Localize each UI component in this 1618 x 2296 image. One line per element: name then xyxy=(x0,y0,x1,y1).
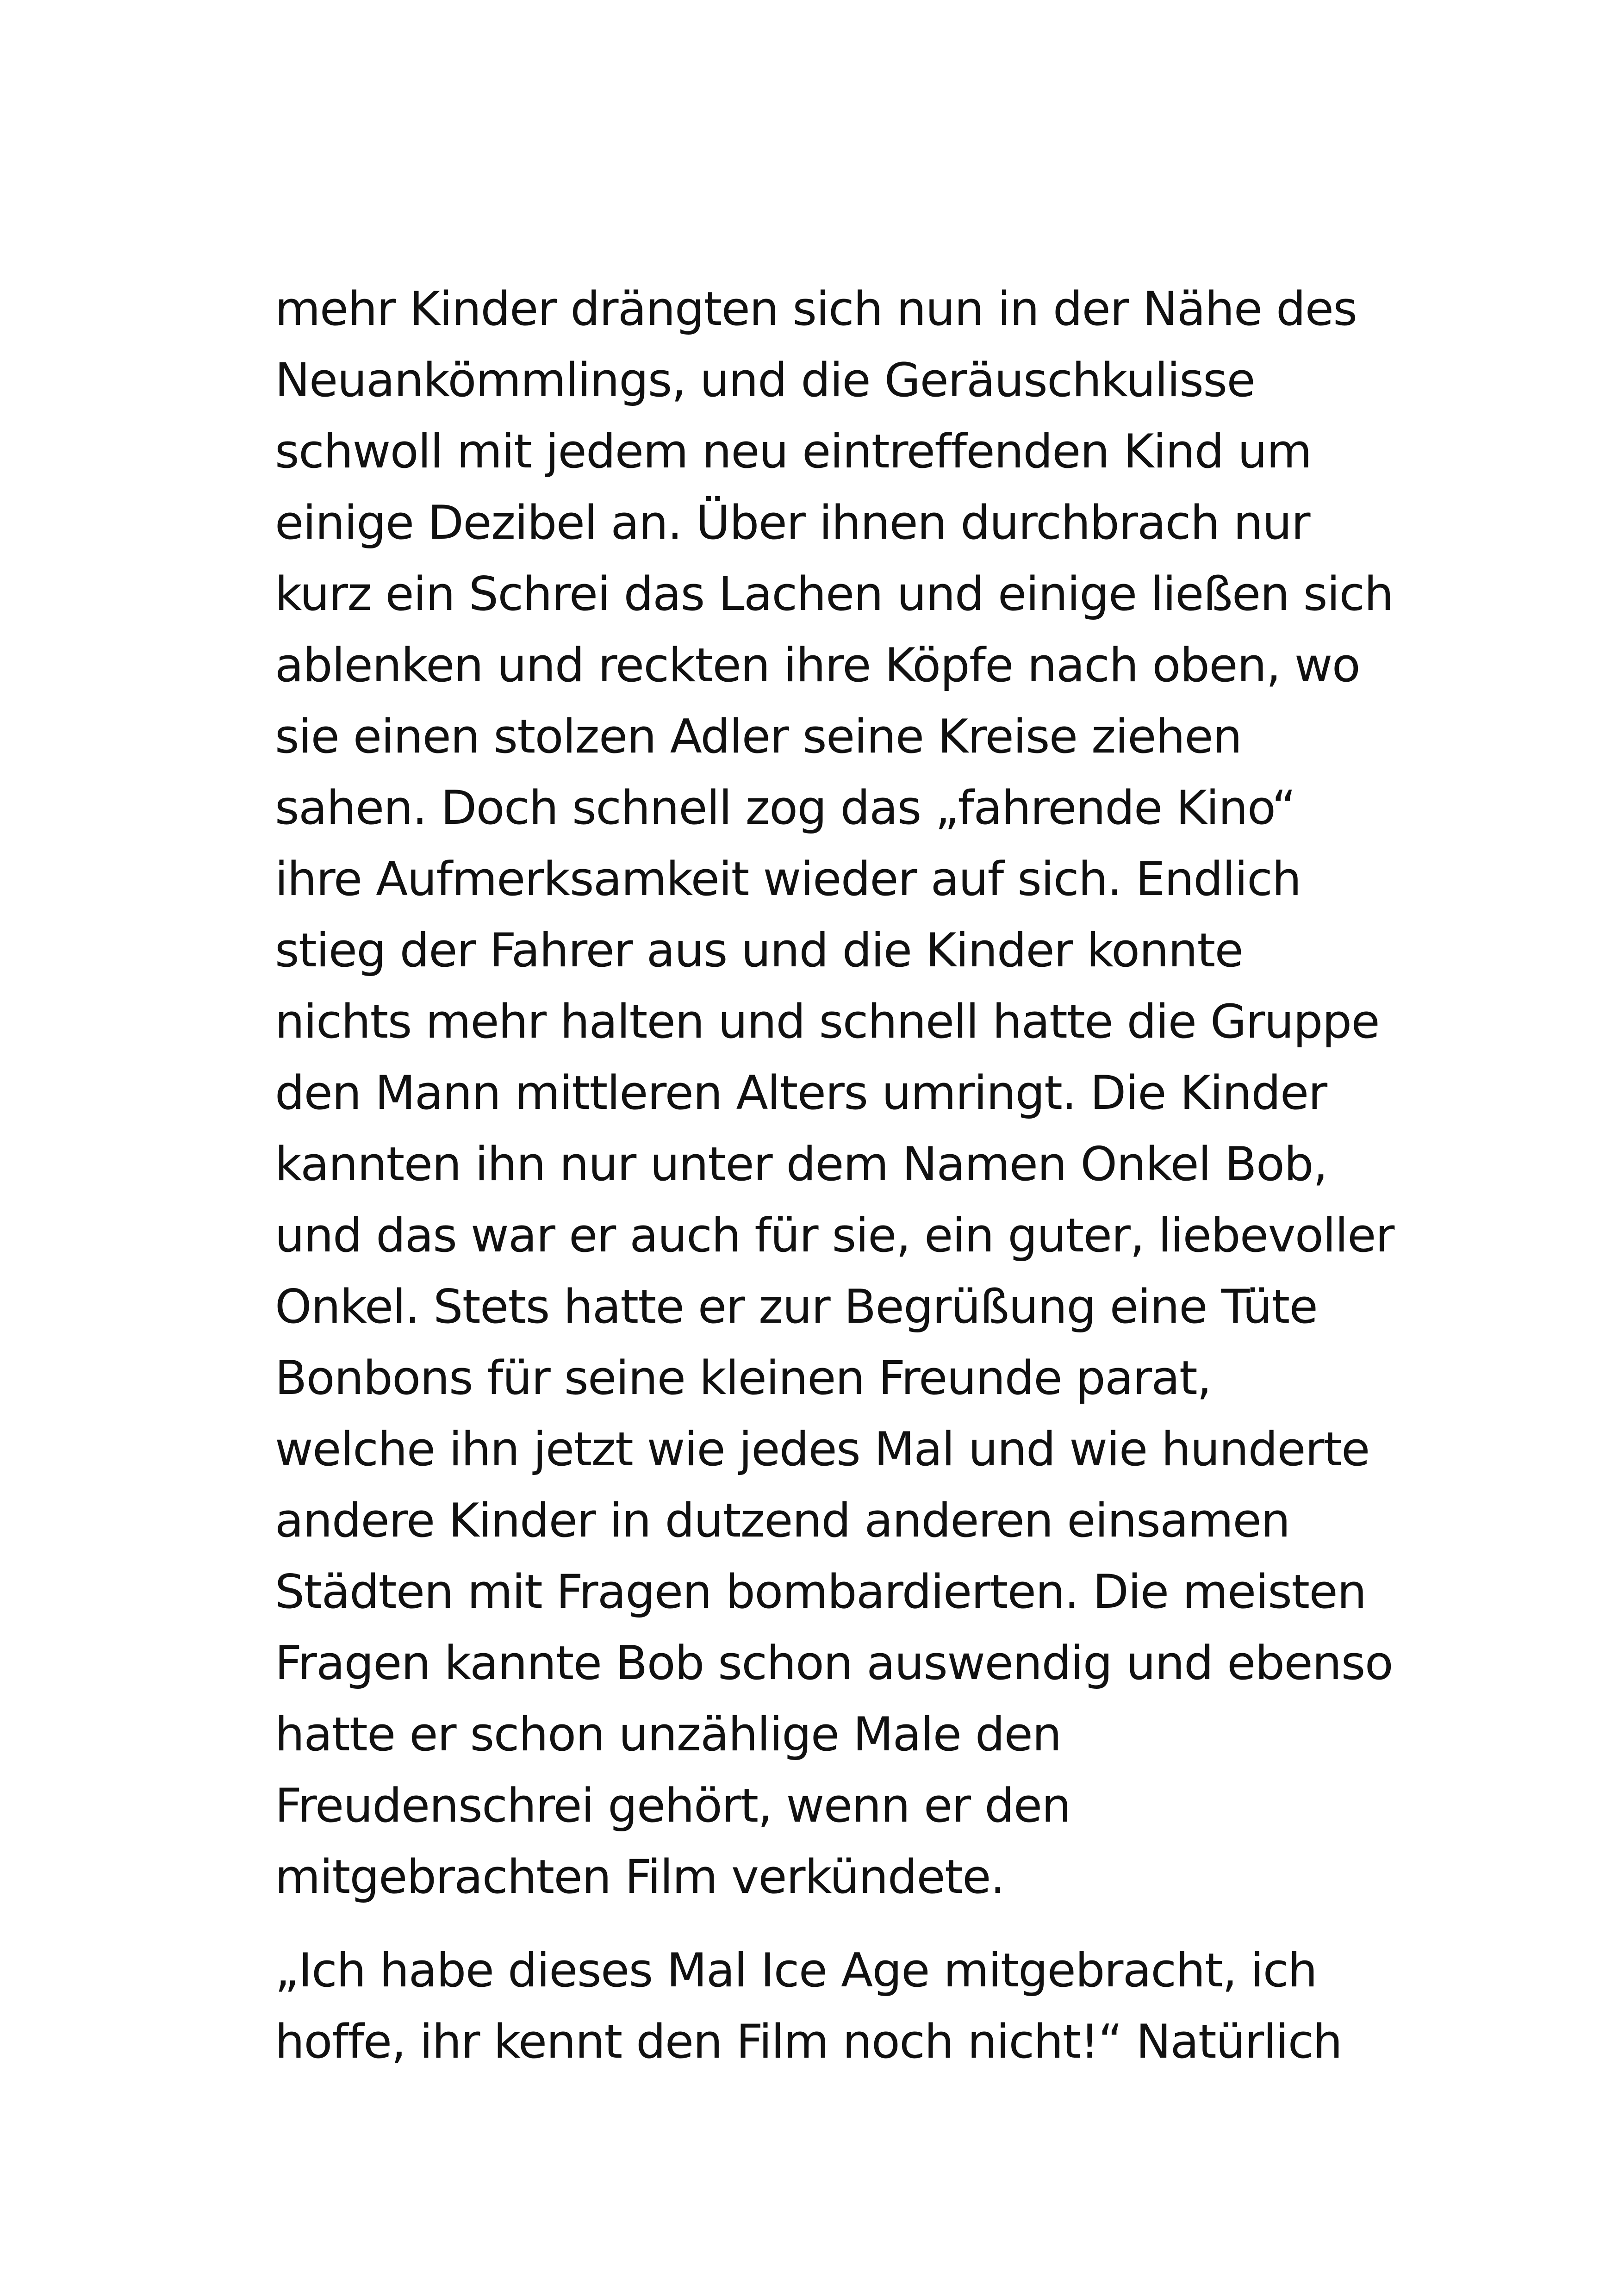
text-line: Neuankömmlings, und die Geräuschkulisse xyxy=(275,353,1255,407)
text-line: Städten mit Fragen bombardierten. Die meisten xyxy=(275,1564,1366,1619)
body-text xyxy=(275,273,1395,2077)
text-line: nichts mehr halten und schnell hatte die Gruppe xyxy=(275,994,1380,1049)
text-line: Onkel. Stets hatte er zur Begrüßung eine Tüte xyxy=(275,1279,1318,1334)
paragraph-spacing xyxy=(275,1912,1395,1935)
text-line: mehr Kinder drängten sich nun in der Nähe des xyxy=(275,281,1357,336)
text-line: andere Kinder in dutzend anderen einsamen xyxy=(275,1493,1290,1548)
text-line: stieg der Fahrer aus und die Kinder konnte xyxy=(275,923,1243,977)
text-line: kannten ihn nur unter dem Namen Onkel Bob, xyxy=(275,1137,1327,1191)
text-line: einige Dezibel an. Über ihnen durchbrach nur xyxy=(275,495,1310,550)
text-line: „Ich habe dieses Mal Ice Age mitgebracht, ich xyxy=(275,1943,1317,1997)
paragraph-1 xyxy=(275,273,1395,1912)
text-line: sahen. Doch schnell zog das „fahrende Kino“ xyxy=(275,780,1295,835)
text-line: Fragen kannte Bob schon auswendig und ebenso xyxy=(275,1636,1393,1690)
text-line: ablenken und reckten ihre Köpfe nach oben, wo xyxy=(275,638,1360,692)
text-line: ihre Aufmerksamkeit wieder auf sich. Endlich xyxy=(275,852,1301,906)
text-line: sie einen stolzen Adler seine Kreise ziehen xyxy=(275,709,1242,764)
text-line: hoffe, ihr kennt den Film noch nicht!“ Natürlich xyxy=(275,2014,1342,2069)
text-line: kurz ein Schrei das Lachen und einige ließen sich xyxy=(275,566,1394,621)
text-line: hatte er schon unzählige Male den xyxy=(275,1707,1061,1761)
text-line: Freudenschrei gehört, wenn er den xyxy=(275,1778,1071,1833)
text-line: mitgebrachten Film verkündete. xyxy=(275,1849,1005,1904)
text-line: den Mann mittleren Alters umringt. Die Kinder xyxy=(275,1065,1327,1120)
text-line: schwoll mit jedem neu eintreffenden Kind um xyxy=(275,424,1312,479)
text-line: welche ihn jetzt wie jedes Mal und wie hunderte xyxy=(275,1422,1369,1476)
paragraph-2 xyxy=(275,1935,1395,2077)
text-line: und das war er auch für sie, ein guter, liebevoller xyxy=(275,1208,1394,1263)
text-line: Bonbons für seine kleinen Freunde parat, xyxy=(275,1350,1211,1405)
